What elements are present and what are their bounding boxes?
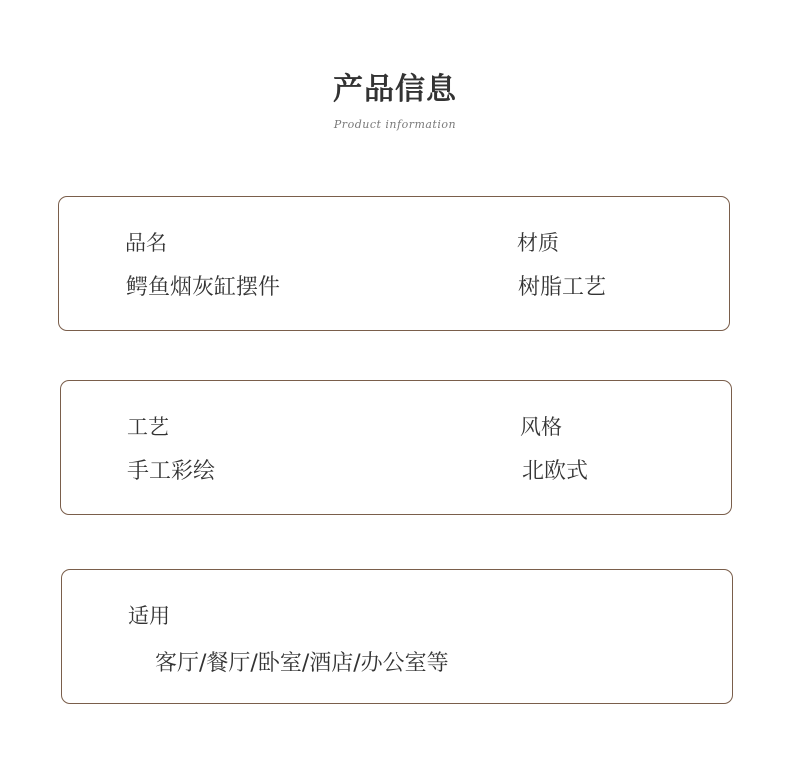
page-subtitle: Product information <box>333 118 457 131</box>
craft-label: 工艺 <box>127 415 169 439</box>
product-name-value: 鳄鱼烟灰缸摆件 <box>126 275 281 300</box>
usage-label: 适用 <box>128 604 170 628</box>
craft-value: 手工彩绘 <box>127 459 216 484</box>
material-value: 树脂工艺 <box>518 275 607 300</box>
info-card-craft-style <box>60 380 732 515</box>
info-card-usage <box>61 569 733 704</box>
usage-value: 客厅/餐厅/卧室/酒店/办公室等 <box>155 651 449 676</box>
info-card-name-material <box>58 196 730 331</box>
material-label: 材质 <box>517 231 559 255</box>
page-title: 产品信息 <box>333 72 457 107</box>
style-label: 风格 <box>520 415 562 439</box>
style-value: 北欧式 <box>522 459 589 484</box>
product-name-label: 品名 <box>125 231 167 255</box>
